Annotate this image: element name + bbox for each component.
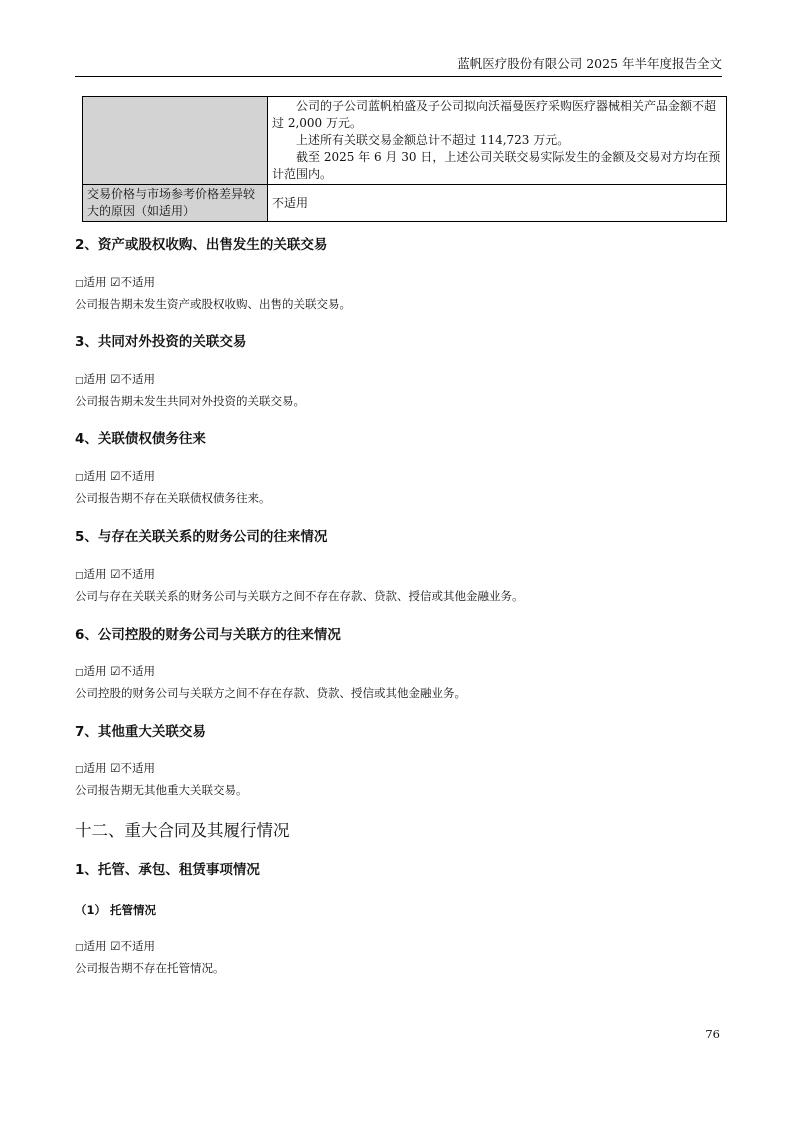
checked-box-icon: ☑ [110, 664, 121, 678]
section-text [75, 296, 725, 312]
body-text: 公司报告期不存在关联债权债务往来。 [75, 491, 271, 505]
unchecked-box-icon: □ [75, 473, 84, 483]
section-3 [75, 333, 725, 351]
body-text: 公司控股的财务公司与关联方之间不存在存款、贷款、授信或其他金融业务。 [75, 686, 466, 700]
body-text: 公司报告期无其他重大关联交易。 [75, 783, 248, 797]
section-7 [75, 723, 725, 741]
table-content-cell [268, 97, 727, 185]
table-label-cell: 交易价格与市场参考价格差异较大的原因（如适用） [83, 185, 268, 222]
table-paragraph: 上述所有关联交易金额总计不超过 114,723 万元。 [296, 133, 570, 147]
section-heading: 6、公司控股的财务公司与关联方的往来情况 [75, 627, 341, 643]
applicability-line [75, 760, 725, 778]
not-applicable-label: 不适用 [120, 664, 155, 678]
not-applicable-label: 不适用 [120, 761, 155, 775]
section-heading: 2、资产或股权收购、出售发生的关联交易 [75, 237, 328, 253]
unchecked-box-icon: □ [75, 943, 84, 953]
section-2 [75, 236, 725, 254]
applicable-label: 适用 [83, 664, 107, 678]
section-text [75, 588, 725, 604]
unchecked-box-icon: □ [75, 376, 84, 386]
checked-box-icon: ☑ [110, 372, 121, 386]
item-1 [75, 902, 725, 918]
applicability-line [75, 468, 725, 486]
body-text: 公司与存在关联关系的财务公司与关联方之间不存在存款、贷款、授信或其他金融业务。 [75, 589, 524, 603]
chapter-heading: 十二、重大合同及其履行情况 [75, 821, 290, 840]
section-heading: 5、与存在关联关系的财务公司的往来情况 [75, 529, 328, 545]
applicable-label: 适用 [83, 275, 107, 289]
applicable-label: 适用 [83, 939, 107, 953]
unchecked-box-icon: □ [75, 668, 84, 678]
section-heading: 4、关联债权债务往来 [75, 431, 206, 447]
applicability-line [75, 274, 725, 292]
section-text [75, 393, 725, 409]
not-applicable-label: 不适用 [120, 567, 155, 581]
not-applicable-label: 不适用 [120, 469, 155, 483]
section-heading: 3、共同对外投资的关联交易 [75, 334, 247, 350]
table-row [83, 185, 727, 222]
table-paragraph: 截至 2025 年 6 月 30 日，上述公司关联交易实际发生的金额及交易对方均在预计范围内。 [272, 150, 721, 181]
page-number: 76 [705, 1027, 720, 1041]
section-6 [75, 626, 725, 644]
not-applicable-label: 不适用 [120, 372, 155, 386]
section-text [75, 685, 725, 701]
related-transaction-table [82, 96, 727, 222]
checked-box-icon: ☑ [110, 275, 121, 289]
table-label-cell [83, 97, 268, 185]
section-heading: 7、其他重大关联交易 [75, 724, 206, 740]
applicability-line [75, 938, 725, 956]
body-text: 公司报告期不存在托管情况。 [75, 961, 225, 975]
page-header [75, 56, 722, 77]
chapter-12 [75, 820, 725, 842]
checked-box-icon: ☑ [110, 469, 121, 483]
applicable-label: 适用 [83, 567, 107, 581]
unchecked-box-icon: □ [75, 279, 84, 289]
not-applicable-label: 不适用 [120, 939, 155, 953]
applicability-line [75, 371, 725, 389]
header-title: 蓝帆医疗股份有限公司 2025 年半年度报告全文 [457, 56, 722, 71]
body-text: 公司报告期未发生资产或股权收购、出售的关联交易。 [75, 297, 351, 311]
item-heading: （1） 托管情况 [75, 903, 157, 917]
section-text [75, 782, 725, 798]
subsection-1 [75, 861, 725, 879]
table-row [83, 97, 727, 185]
unchecked-box-icon: □ [75, 571, 84, 581]
not-applicable-label: 不适用 [120, 275, 155, 289]
table-paragraph: 公司的子公司蓝帆柏盛及子公司拟向沃福曼医疗采购医疗器械相关产品金额不超过 2,000 万元。 [272, 99, 717, 130]
applicable-label: 适用 [83, 372, 107, 386]
section-5 [75, 528, 725, 546]
unchecked-box-icon: □ [75, 765, 84, 775]
section-text [75, 490, 725, 506]
table-value-cell: 不适用 [268, 185, 727, 222]
subsection-heading: 1、托管、承包、租赁事项情况 [75, 862, 260, 878]
checked-box-icon: ☑ [110, 761, 121, 775]
applicable-label: 适用 [83, 761, 107, 775]
checked-box-icon: ☑ [110, 939, 121, 953]
item-text [75, 960, 725, 976]
body-text: 公司报告期未发生共同对外投资的关联交易。 [75, 394, 305, 408]
applicability-line [75, 566, 725, 584]
applicable-label: 适用 [83, 469, 107, 483]
checked-box-icon: ☑ [110, 567, 121, 581]
applicability-line [75, 663, 725, 681]
section-4 [75, 430, 725, 448]
